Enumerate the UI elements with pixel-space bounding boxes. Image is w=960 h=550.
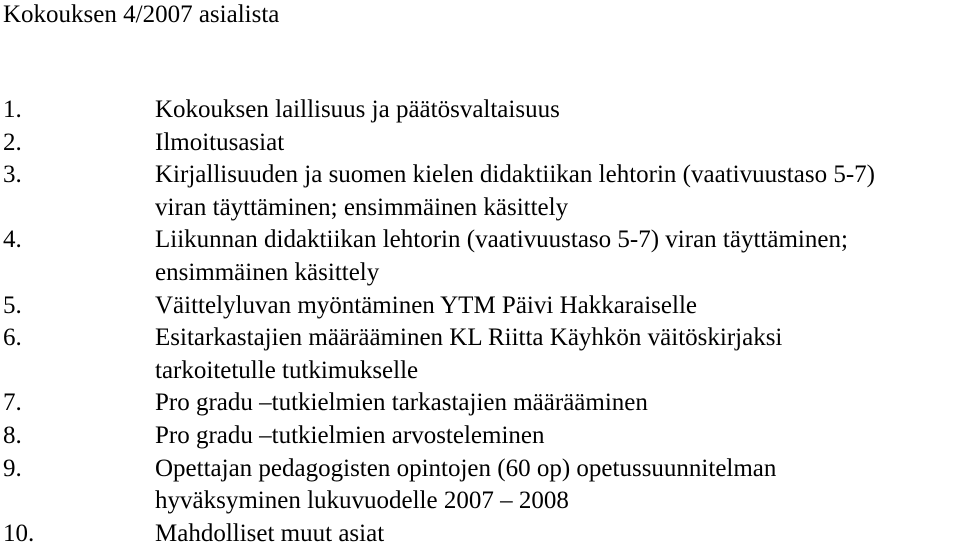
agenda-item-text: Opettajan pedagogisten opintojen (60 op) opetussuunnitelman	[155, 454, 777, 482]
agenda-item-text: Mahdolliset muut asiat	[155, 519, 385, 547]
agenda-item-number: 3.	[3, 161, 22, 189]
agenda-item-number: 9.	[3, 454, 22, 482]
agenda-item-number: 5.	[3, 291, 22, 319]
agenda-item-text: Pro gradu –tutkielmien arvosteleminen	[155, 421, 545, 449]
agenda-item-text-continuation: tarkoitetulle tutkimukselle	[155, 356, 419, 384]
agenda-item-text-continuation: viran täyttäminen; ensimmäinen käsittely	[155, 193, 569, 221]
agenda-item-9	[0, 453, 955, 518]
agenda-item-number: 7.	[3, 389, 22, 417]
agenda-item-number: 2.	[3, 128, 22, 156]
agenda-item-number: 6.	[3, 324, 22, 352]
agenda-item-number: 1.	[3, 96, 22, 123]
agenda-item-6	[0, 322, 955, 387]
agenda-item-5	[0, 290, 955, 323]
agenda-item-8	[0, 420, 955, 453]
agenda-item-text-continuation: hyväksyminen lukuvuodelle 2007 – 2008	[155, 487, 569, 515]
agenda-item-number: 10.	[3, 519, 35, 547]
agenda-item-10	[0, 518, 955, 550]
agenda-item-text: Väittelyluvan myöntäminen YTM Päivi Hakkaraiselle	[155, 291, 697, 319]
agenda-item-text-continuation: ensimmäinen käsittely	[155, 258, 380, 286]
agenda-item-4	[0, 224, 955, 289]
agenda-item-2	[0, 127, 955, 160]
agenda-list	[0, 94, 955, 550]
document-title: Kokouksen 4/2007 asialista	[3, 1, 280, 28]
agenda-item-7	[0, 387, 955, 420]
agenda-item-number: 8.	[3, 421, 22, 449]
agenda-item-number: 4.	[3, 226, 22, 254]
agenda-item-text: Esitarkastajien määrääminen KL Riitta Käyhkön väitöskirjaksi	[155, 324, 783, 352]
agenda-item-text: Ilmoitusasiat	[155, 128, 285, 156]
agenda-item-3	[0, 159, 955, 224]
agenda-item-text: Kirjallisuuden ja suomen kielen didaktiikan lehtorin (vaativuustaso 5-7)	[155, 161, 875, 189]
agenda-item-1	[0, 94, 955, 127]
agenda-item-text: Pro gradu –tutkielmien tarkastajien määrääminen	[155, 389, 648, 417]
agenda-item-text: Kokouksen laillisuus ja päätösvaltaisuus	[155, 96, 560, 123]
agenda-item-text: Liikunnan didaktiikan lehtorin (vaativuustaso 5-7) viran täyttäminen;	[155, 226, 848, 254]
